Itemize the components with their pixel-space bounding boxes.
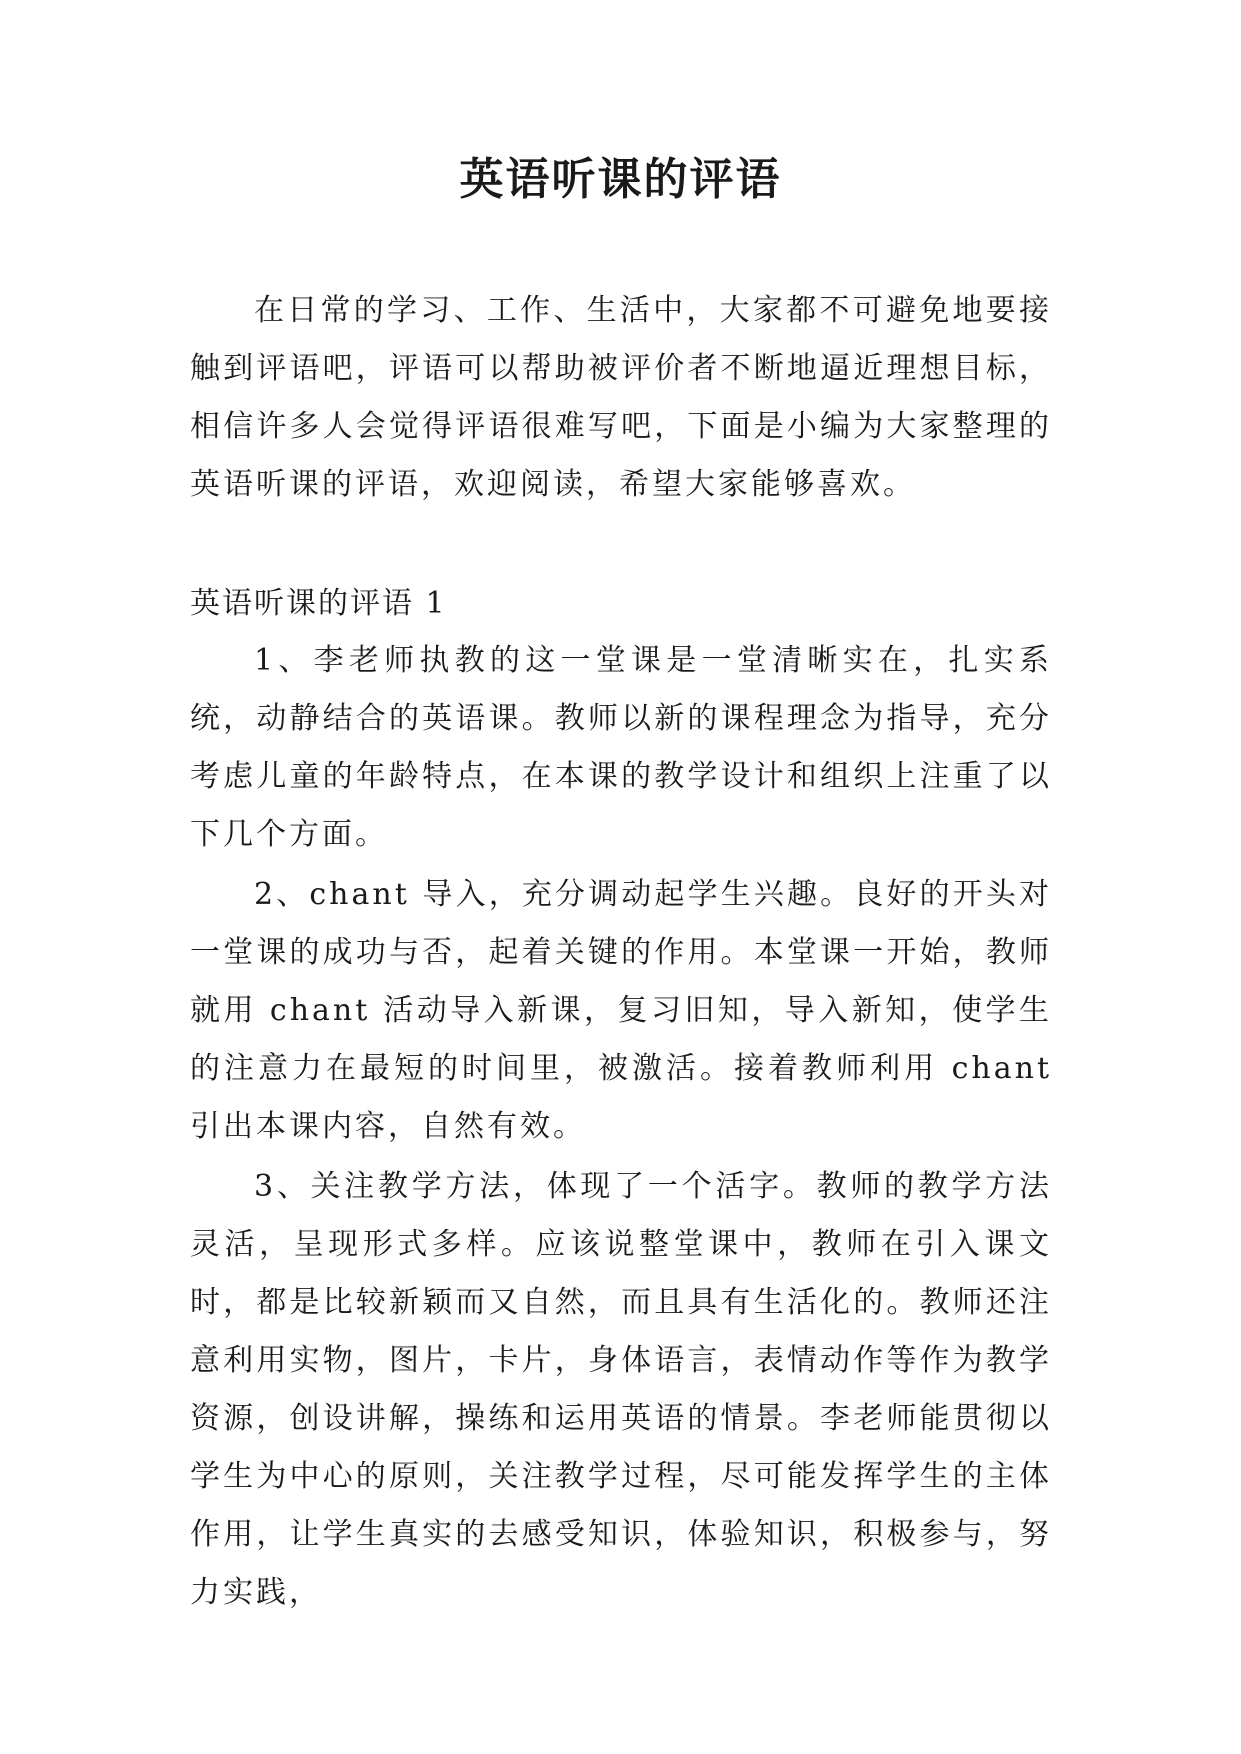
intro-paragraph: 在日常的学习、工作、生活中，大家都不可避免地要接触到评语吧，评语可以帮助被评价者不断地逼近理想目标，相信许多人会觉得评语很难写吧，下面是小编为大家整理的英语听课的评语，欢迎阅读，希望大家能够喜欢。 [190, 293, 1052, 502]
paragraph-2: 2、chant 导入，充分调动起学生兴趣。良好的开头对一堂课的成功与否，起着关键的作用。本堂课一开始，教师就用 chant 活动导入新课，复习旧知，导入新知，使学生的注意力在最短的时间里，被激活。接着教师利用 chant 引出本课内容，自然有效。 [190, 877, 1052, 1144]
document-title: 英语听课的评语 [459, 154, 782, 205]
paragraph-1: 1、李老师执教的这一堂课是一堂清晰实在，扎实系统，动静结合的英语课。教师以新的课程理念为指导，充分考虑儿童的年龄特点，在本课的教学设计和组织上注重了以下几个方面。 [190, 643, 1052, 852]
paragraph-3: 3、关注教学方法，体现了一个活字。教师的教学方法灵活，呈现形式多样。应该说整堂课中，教师在引入课文时，都是比较新颖而又自然，而且具有生活化的。教师还注意利用实物，图片，卡片，身体语言，表情动作等作为教学资源，创设讲解，操练和运用英语的情景。李老师能贯彻以学生为中心的原则，关注教学过程，尽可能发挥学生的主体作用，让学生真实的去感受知识，体验知识，积极参与，努力实践， [190, 1169, 1052, 1610]
section-heading: 英语听课的评语 1 [190, 586, 447, 621]
